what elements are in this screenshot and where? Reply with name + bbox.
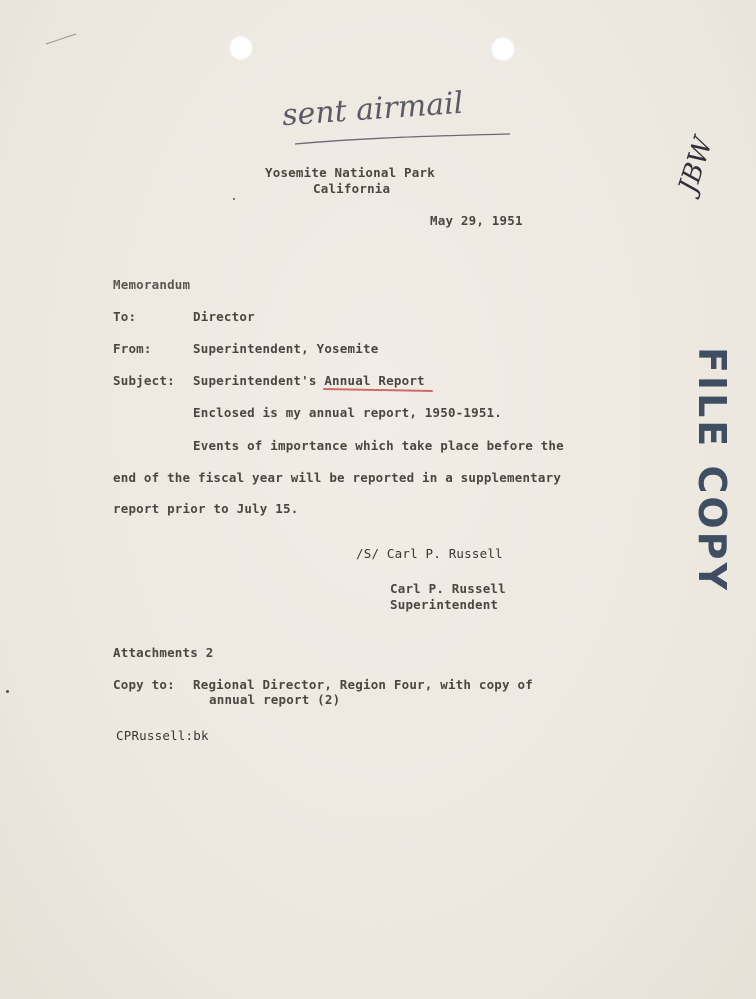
letterhead-state: California (313, 181, 391, 196)
paper-speck (233, 198, 235, 200)
paper-speck (6, 690, 9, 693)
punch-hole-right (491, 37, 515, 61)
body-paragraph-2-line-3: report prior to July 15. (113, 501, 299, 516)
body-paragraph-2-line-1: Events of importance which take place before the (193, 438, 564, 453)
stray-pen-mark (44, 30, 84, 50)
signature-title: Superintendent (390, 597, 499, 612)
attachments-line: Attachments 2 (113, 645, 214, 660)
from-label: From: (113, 341, 152, 356)
signature-signed: /S/ Carl P. Russell (356, 546, 503, 561)
subject-label: Subject: (113, 373, 175, 388)
copy-to-line-1: Regional Director, Region Four, with copy of (193, 677, 533, 692)
file-copy-stamp-text: FILE COPY (690, 346, 734, 594)
body-paragraph-1: Enclosed is my annual report, 1950-1951. (193, 405, 503, 420)
memo-date: May 29, 1951 (430, 213, 523, 228)
handwritten-initials: JBW (673, 133, 720, 197)
reference-initials: CPRussell:bk (116, 728, 209, 743)
handwritten-note: sent airmail (281, 85, 465, 134)
from-value: Superintendent, Yosemite (193, 341, 379, 356)
file-copy-stamp (688, 346, 736, 594)
copy-to-label: Copy to: (113, 677, 175, 692)
handwritten-underline (290, 130, 520, 150)
memo-type: Memorandum (113, 277, 191, 292)
subject-value: Superintendent's Annual Report (193, 373, 425, 388)
punch-hole-left (229, 36, 253, 60)
to-value: Director (193, 309, 255, 324)
to-label: To: (113, 309, 137, 324)
signature-name: Carl P. Russell (390, 581, 506, 596)
copy-to-line-2: annual report (2) (209, 692, 341, 707)
red-underline-mark (323, 388, 433, 392)
body-paragraph-2-line-2: end of the fiscal year will be reported in a supplementary (113, 470, 562, 485)
letterhead-park: Yosemite National Park (265, 165, 435, 180)
